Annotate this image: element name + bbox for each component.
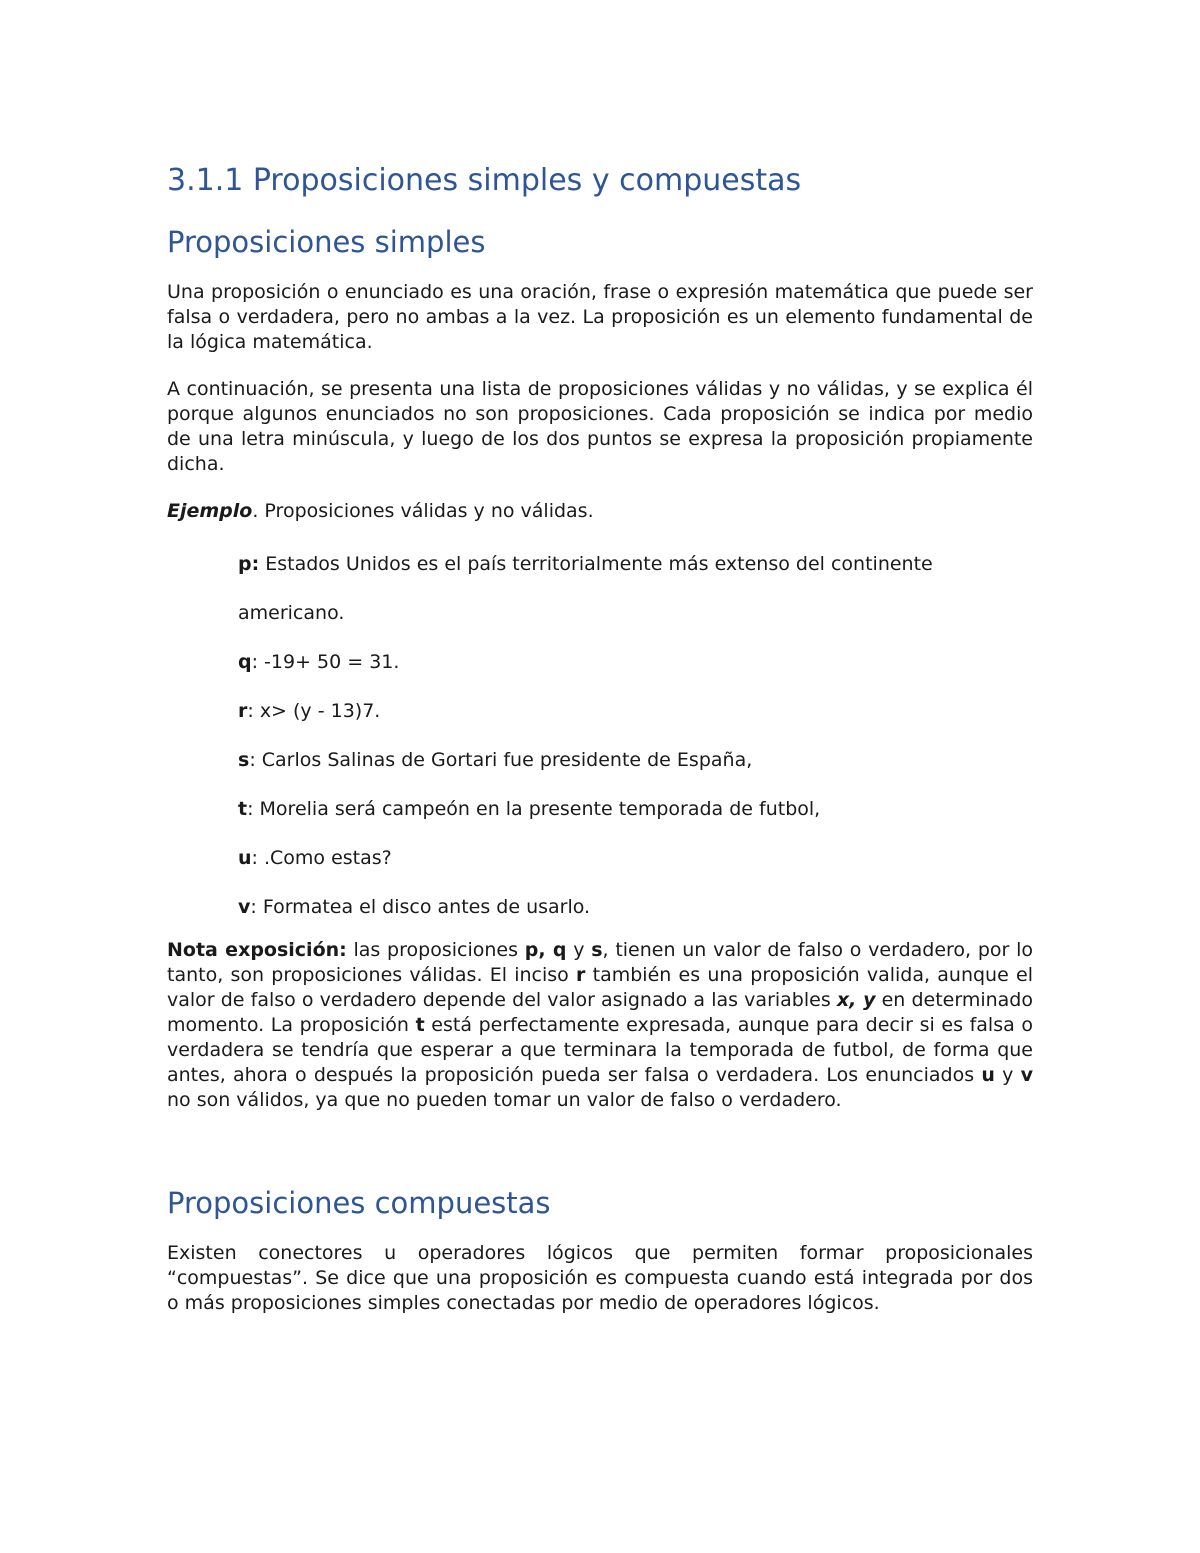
example-label: Ejemplo — [167, 500, 253, 522]
list-item — [238, 638, 1033, 687]
proposition-letter: u — [238, 847, 252, 869]
list-item — [238, 785, 1033, 834]
nota-text: las proposiciones — [346, 939, 525, 961]
nota-text: no son válidos, ya que no pueden tomar un valor de falso o verdadero. — [167, 1089, 842, 1111]
nota-bold: r — [576, 964, 586, 986]
example-text: . Proposiciones válidas y no válidas. — [252, 500, 594, 522]
nota-label: Nota exposición: — [167, 939, 347, 961]
nota-bold: s — [591, 939, 603, 961]
nota-bold: t — [415, 1014, 425, 1036]
list-item — [238, 687, 1033, 736]
list-item — [238, 540, 1033, 589]
section-heading: 3.1.1 Proposiciones simples y compuestas — [167, 163, 802, 198]
paragraph-compuestas: Existen conectores u operadores lógicos que permiten formar proposicionales “compuestas”. Se dice que una proposición es compuesta cuando está integrada por dos o más proposiciones simples conectadas por medio de operadores lógicos. — [167, 1242, 1033, 1314]
proposition-text: Estados Unidos es el país territorialmente más extenso del continente — [259, 553, 933, 575]
paragraph-nota — [167, 938, 1033, 1113]
nota-bold: v — [1020, 1064, 1033, 1086]
proposition-text: : x> (y - 13)7. — [247, 700, 381, 722]
proposition-letter: s — [238, 749, 250, 771]
nota-bold: u — [981, 1064, 995, 1086]
list-item — [238, 736, 1033, 785]
list-item — [238, 834, 1033, 883]
proposition-letter: v — [238, 896, 251, 918]
proposition-letter: p: — [238, 553, 260, 575]
proposition-text: : Formatea el disco antes de usarlo. — [250, 896, 591, 918]
subsection-heading-compuestas: Proposiciones compuestas — [167, 1186, 551, 1220]
proposition-text: : .Como estas? — [251, 847, 392, 869]
nota-text: y — [994, 1064, 1021, 1086]
nota-text: está perfectamente expresada, aunque para decir si es falsa o verdadera se tendría que esperar a que terminara la temporada de futbol, de forma que antes, ahora o después la proposición pueda ser falsa o verdadera. Los enunciados — [167, 1014, 1033, 1086]
paragraph-intro-list: A continuación, se presenta una lista de proposiciones válidas y no válidas, y se explica él porque algunos enunciados no son proposiciones. Cada proposición se indica por medio de una letra minúscula, y luego de los dos puntos se expresa la proposición propiamente dicha. — [167, 378, 1033, 475]
proposition-text: : -19+ 50 = 31. — [251, 651, 400, 673]
example-line — [167, 499, 1033, 524]
document-content — [167, 160, 1033, 1338]
nota-text: y — [566, 939, 592, 961]
nota-bold: p, q — [524, 939, 567, 961]
nota-text: , tienen un valor de falso o verdadero, por lo tanto, son proposiciones válidas. El inciso — [167, 939, 1033, 986]
nota-text: también es una proposición valida, aunque el valor de falso o verdadero depende del valor asignado a las variables — [167, 964, 1033, 1011]
proposition-letter: q — [238, 651, 252, 673]
proposition-text: : Carlos Salinas de Gortari fue presidente de España, — [249, 749, 753, 771]
list-item — [238, 589, 1033, 638]
proposition-text: americano. — [238, 602, 345, 624]
subsection-heading-simples: Proposiciones simples — [167, 225, 486, 259]
paragraph-definition: Una proposición o enunciado es una oración, frase o expresión matemática que puede ser falsa o verdadera, pero no ambas a la vez. La proposición es un elemento fundamental de la lógica matemática. — [167, 281, 1033, 353]
proposition-list — [238, 540, 1033, 932]
proposition-letter: r — [238, 700, 248, 722]
nota-text: en determinado momento. La proposición — [167, 989, 1033, 1036]
proposition-letter: t — [238, 798, 248, 820]
nota-bold-italic: x, y — [836, 989, 876, 1011]
list-item — [238, 883, 1033, 932]
proposition-text: : Morelia será campeón en la presente temporada de futbol, — [247, 798, 821, 820]
